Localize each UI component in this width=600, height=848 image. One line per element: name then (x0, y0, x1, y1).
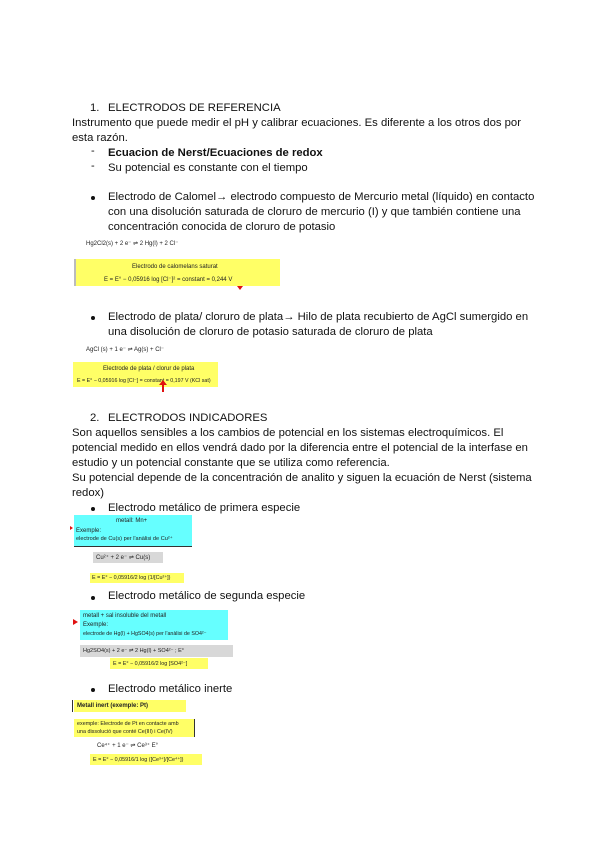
dash-item-nernst: Ecuacion de Nerst/Ecuaciones de redox (108, 147, 323, 159)
calomel-reaction: Hg2Cl2(s) + 2 e⁻ ⇌ 2 Hg(l) + 2 Cl⁻ (86, 241, 179, 247)
red-arrow-icon (159, 380, 167, 385)
first-kind-equation-box (90, 573, 184, 583)
red-arrow-shaft (162, 384, 164, 392)
first-kind-box-line3: electrode de Cu(s) per l'anàlisi de Cu²⁺ (76, 536, 173, 542)
calomel-box-equation: E = E° − 0,05916 log [Cl⁻]² = constant = 0,244 V (104, 277, 233, 283)
section2-p2-line1: Su potencial depende de la concentración de analito y siguen la ecuación de Nerst (sistema (72, 472, 532, 484)
calomel-equation-box (74, 259, 280, 286)
bullet-dot (91, 316, 95, 320)
second-kind-title: Electrodo metálico de segunda especie (108, 590, 306, 602)
inert-equation: E = E° − 0,05916/1 log ([Ce³⁺]/[Ce⁴⁺]) (93, 757, 184, 763)
first-kind-reaction-box (93, 552, 163, 563)
section2-p1-line3: estudio y un potencial constante que se utiliza como referencia. (72, 457, 390, 469)
first-kind-box-line1: metall: Mn+ (116, 518, 148, 524)
section1-intro-line2: esta razón. (72, 132, 128, 144)
inert-box1 (74, 700, 186, 712)
box-left-border (74, 259, 76, 286)
silver-equation-box (73, 362, 218, 387)
dash-item-constant: Su potencial es constante con el tiempo (108, 162, 308, 174)
second-kind-box (80, 610, 228, 640)
first-kind-reaction: Cu²⁺ + 2 e⁻ ⇌ Cu(s) (96, 555, 151, 561)
second-kind-equation-box (110, 658, 208, 669)
calomel-line1: Electrodo de Calomel→ electrodo compuesto de Mercurio metal (líquido) en contacto (108, 191, 535, 203)
red-arrow-icon (237, 286, 243, 290)
inert-reaction: Ce⁴⁺ + 1 e⁻ ⇌ Ce³⁺ E° (97, 743, 159, 749)
box-bottom-rule (74, 546, 192, 547)
bullet-dot (91, 688, 95, 692)
inert-box2 (74, 719, 195, 737)
inert-title: Electrodo metálico inerte (108, 683, 233, 695)
section1-heading: ELECTRODOS DE REFERENCIA (108, 102, 281, 114)
second-kind-equation: E = E° − 0,05916/2 log [SO4²⁻] (113, 661, 188, 667)
inert-box2-line2: una dissolució que conté Ce(III) i Ce(IV) (77, 729, 173, 735)
bullet-dot (91, 196, 95, 200)
section1-number: 1. (90, 102, 100, 114)
calomel-box-title: Electrodo de calomelans saturat (132, 264, 218, 270)
inert-box1-text: Metall inert (exemple: Pt) (77, 703, 149, 709)
inert-box2-line1: exemple: Electrode de Pt en contacte amb (77, 721, 179, 727)
bullet-dot (91, 507, 95, 511)
section2-p2-line2: redox) (72, 487, 105, 499)
second-kind-reaction: Hg2SO4(s) + 2 e⁻ ⇌ 2 Hg(l) + SO4²⁻ ; E° (83, 648, 184, 654)
section1-intro-line1: Instrumento que puede medir el pH y calibrar ecuaciones. Es diferente a los otros dos por (72, 117, 521, 129)
section2-p1-line2: potencial medido en ellos vendrá dado por la diferencia entre el potencial de la interfase en (72, 442, 528, 454)
inert-equation-box (90, 754, 202, 765)
first-kind-box-line2: Exemple: (76, 528, 102, 534)
section2-p1-line1: Son aquellos sensibles a los cambios de potencial en los sistemas electroquímicos. El (72, 427, 504, 439)
bullet-dot (91, 596, 95, 600)
second-kind-box-line1: metall + sal insoluble del metall (83, 613, 167, 619)
second-kind-reaction-box (80, 645, 233, 657)
silver-line2: una disolución de cloruro de potasio saturada de cloruro de plata (108, 326, 433, 338)
silver-line1: Electrodo de plata/ cloruro de plata→ Hilo de plata recubierto de AgCl sumergido en (108, 311, 529, 323)
silver-reaction: AgCl (s) + 1 e⁻ ⇌ Ag(s) + Cl⁻ (86, 347, 165, 353)
first-kind-equation: E = E° − 0,05916/2 log (1/[Cu²⁺]) (92, 575, 171, 581)
calomel-line3: concentración conocida de cloruro de potasio (108, 221, 336, 233)
dash-marker: - (91, 160, 95, 172)
red-pointer-icon (73, 619, 78, 625)
second-kind-box-line2: Exemple: (83, 622, 109, 628)
silver-box-title: Electrode de plata / clorur de plata (103, 366, 195, 372)
dash-marker: - (91, 145, 95, 157)
box-left-rule (72, 700, 73, 712)
first-kind-title: Electrodo metálico de primera especie (108, 502, 301, 514)
calomel-line2: con una disolución saturada de cloruro de mercurio (I) y que también contiene una (108, 206, 521, 218)
section2-heading: ELECTRODOS INDICADORES (108, 412, 268, 424)
second-kind-box-line3: electrode de Hg(l) + HgSO4(s) per l'anàlisi de SO4²⁻ (83, 631, 207, 637)
first-kind-box (74, 515, 192, 546)
red-pointer-icon (70, 526, 73, 530)
section2-number: 2. (90, 412, 100, 424)
silver-box-equation: E = E° − 0,05916 log [Cl⁻] = constant = 0,197 V (KCl sat) (77, 378, 211, 384)
